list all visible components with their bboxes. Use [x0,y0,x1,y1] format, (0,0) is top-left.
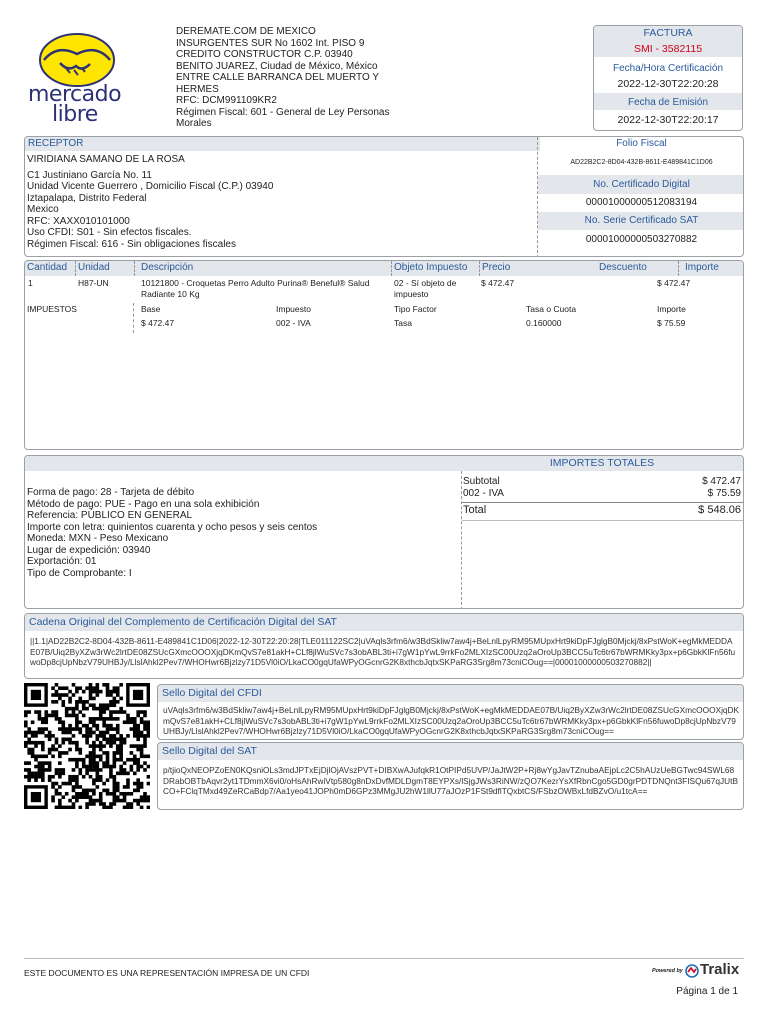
tax-base: $ 472.47 [141,318,175,328]
subtotal-label: Subtotal [463,476,500,487]
issuer-line: BENITO JUAREZ, Ciudad de México, México [176,60,378,72]
subtotal-value: $ 472.47 [702,476,741,487]
iva-value: $ 75.59 [707,488,741,499]
issuer-line: DEREMATE.COM DE MEXICO [176,26,316,37]
emission-date-label: Fecha de Emisión [594,93,742,110]
payment-amount-words: Importe con letra: quinientos cuarenta y ocho pesos y seis centos [27,521,318,533]
receptor-line: C1 Justiniano García No. 11 [27,169,152,181]
total-value: $ 548.06 [698,504,741,516]
cert-date-value: 2022-12-30T22:20:28 [617,78,719,90]
cert-number-label: No. Certificado Digital [538,175,744,194]
col-objeto: Objeto Impuesto [394,262,468,273]
items-header-row [25,261,743,276]
sello-cfdi-box [157,684,744,740]
receptor-line: Unidad Vicente Guerrero , Domicilio Fiscal (C.P.) 03940 [27,181,274,192]
tax-col-impuesto: Impuesto [276,304,311,314]
sat-serial-value: 00001000000503270882 [585,234,698,245]
sello-sat-label: Sello Digital del SAT [158,743,743,760]
col-cantidad: Cantidad [27,262,68,273]
cadena-text: ||1.1|AD22B2C2-8D04-432B-8611-E489841C1D06|2022-12-30T22:20:28|TLE011122SC2|uVAqls3rfm6/w3BdSkliw7aw4j+BeLnlLpyRM95MUpxHrt9kiDpFJglgB0Mjckj/8xPstWoK+egMkMEDDAE07B/Uiq2ByXZw3rWc2lrtDE08ZSUcGXmcOOOXjqDKmQvS7e81akH+CLf8jlWuSVc7s3obABL3ti+i7gW1pYwL9rrkFo2MLXIzSC00Uzq2aOroUp3BCC5uTc6tr67bWRMKky3px+p6GbkKlFn56fuwoDp8cjUpNbzV79UHBJy/LlslAhkl2Pev7/WHOHwr6Bjzlzy71D5Vl0iO/LkaCO0gqUfaWPyOGcnrG2K8xthcbJqtxSKPaRG3Srg8m73cniCOug==|00001000000503270882|| [30,636,736,667]
tax-col-tasa: Tasa o Cuota [526,304,577,314]
item-cantidad: 1 [28,278,33,288]
qr-code [24,683,150,809]
col-descuento: Descuento [599,262,647,273]
cert-number-value: 00001000000512083194 [585,197,698,208]
tax-col-importe: Importe [657,304,686,314]
receptor-label: RECEPTOR [25,137,540,151]
tax-tasa: 0.160000 [526,318,562,328]
tax-col-tipo-factor: Tipo Factor [394,304,437,314]
receptor-name: VIRIDIANA SAMANO DE LA ROSA [27,154,185,165]
tax-tipo-factor: Tasa [394,318,412,328]
col-descripcion: Descripción [141,262,194,273]
cadena-box [24,613,744,679]
powered-by-text: Powered by [652,968,683,974]
receptor-uso-cfdi: Uso CFDI: S01 - Sin efectos fiscales. [27,227,192,238]
payment-reference: Referencia: PÚBLICO EN GENERAL [27,510,193,521]
payment-form: Forma de pago: 28 - Tarjeta de débito [27,487,195,498]
page-number: Página 1 de 1 [676,986,738,997]
issuer-rfc: RFC: DCM991109KR2 [176,95,277,106]
sello-sat-box [157,742,744,810]
payment-type: Tipo de Comprobante: I [27,567,132,579]
issuer-line: CREDITO CONSTRUCTOR C.P. 03940 [176,49,353,60]
receptor-rfc: RFC: XAXX010101000 [27,215,130,227]
issuer-line: HERMES [176,83,219,95]
sello-sat-text: p/tjioQxNEOPZoEN0KQsniOLs3mdJPTxEjDjlOjAVszPVT+DIBXwAJufqkR1OtPIPd5UVP/JaJtW2P+Rj8wYgJavTZnubaAEjpLc2C5hAUzUeBGTwc94SWL68DRabOBTbAqvr2yt1TDmmX6vi0/oHsAhRwiVtp580g8nDxDvfMDLDgmT8EYPXs/lSjgJWs3RiNW/zQO7KezrYsXfRbnCgo5GD0grPDTDNQnt3FISQu67qJUtBCO+FClqTMxd49ZeRCaBdp7/Aa1yeo41JOPh0mD6GPz3MMgJU2hW1llU77aJOzP1FSt9dflTQxbtCS/FSbzOWBxLfdBZvO/u1tcA== [163,765,738,796]
item-unidad: H87-UN [78,278,109,288]
sello-cfdi-label: Sello Digital del CFDI [158,685,743,702]
mercadolibre-logo [22,30,132,125]
invoice-number: SMI - 3582115 [594,41,742,57]
issuer-block [176,26,416,130]
item-descripcion: 10121800 - Croquetas Perro Adulto Purina® Beneful® Salud Radiante 10 Kg [141,278,370,299]
logo-line2: libre [52,102,98,127]
iva-label: 002 - IVA [463,488,504,499]
issuer-line: Morales [176,118,212,129]
issuer-line: INSURGENTES SUR No 1602 Int. PISO 9 [176,37,365,49]
taxes-section [25,303,743,333]
footer-disclaimer: ESTE DOCUMENTO ES UNA REPRESENTACIÓN IMPRESA DE UN CFDI [24,968,310,978]
payment-box [24,455,744,609]
payment-place: Lugar de expedición: 03940 [27,544,151,556]
item-importe: $ 472.47 [657,278,691,288]
item-objeto: 02 - Sí objeto de impuesto [394,278,457,299]
tralix-logo [652,961,744,981]
receptor-line: Iztapalapa, Distrito Federal [27,192,147,204]
totals-label: IMPORTES TOTALES [461,456,743,471]
payment-currency: Moneda: MXN - Peso Mexicano [27,533,169,544]
items-box [24,260,744,450]
sat-serial-label: No. Serie Certificado SAT [538,212,744,230]
receptor-line: Mexico [27,204,59,215]
cert-date-label: Fecha/Hora Certificación [612,63,724,74]
col-precio: Precio [482,262,511,273]
sello-cfdi-text: uVAqls3rfm6/w3BdSkliw7aw4j+BeLnlLpyRM95MUpxHrt9kiDpFJglgB0Mjckj/8xPstWoK+egMkMEDDAE07B/Uiq2ByXZw3rWc2lrtDE08ZSUcGXmcOOOXjqDKmQvS7e81akH+CLf8jlWuSVc7s3obABL3ti+i7gW1pYwL9rrkFo2MLXIzSC00Uzq2aOroUp3BCC5uTc6tr67bWRMKky3px+p6GbkKlFn56fuwoDp8cjUpNbzV79UHBJy/LlslAhkl2Pev7/WHOHwr6Bjzlzy71D5Vl0iO/LkaCO0gqUfaWPyOGcnrG2K8xthcbJqtxSKPaRG3Srg8m73cniCOug== [163,705,740,736]
tax-col-base: Base [141,304,161,314]
invoice-title: FACTURA [594,26,742,41]
tax-impuesto: 002 - IVA [276,318,311,328]
tax-importe: $ 75.59 [657,318,686,328]
col-unidad: Unidad [78,262,110,273]
tralix-icon [685,964,699,978]
folio-value: AD22B2C2-8D04-432B-8611-E489841C1D06 [570,159,713,166]
total-label: Total [463,504,487,516]
taxes-label: IMPUESTOS [27,304,77,314]
col-importe: Importe [685,262,719,273]
cadena-label: Cadena Original del Complemento de Certificación Digital del SAT [25,614,743,631]
receptor-regime: Régimen Fiscal: 616 - Sin obligaciones fiscales [27,238,236,250]
issuer-regime: Régimen Fiscal: 601 - General de Ley Personas [176,106,390,118]
payment-method: Método de pago: PUE - Pago en una sola exhibición [27,498,260,510]
table-row [25,277,743,301]
logo-line1: mercado [28,82,122,107]
folio-label: Folio Fiscal [616,138,667,149]
invoice-box [593,25,743,131]
item-precio: $ 472.47 [481,278,515,288]
emission-date-value: 2022-12-30T22:20:17 [617,114,719,126]
tralix-brand: Tralix [700,961,740,978]
payment-export: Exportación: 01 [27,556,97,567]
handshake-icon [22,30,132,90]
issuer-line: ENTRE CALLE BARRANCA DEL MUERTO Y [176,72,380,83]
receptor-box [24,136,744,257]
